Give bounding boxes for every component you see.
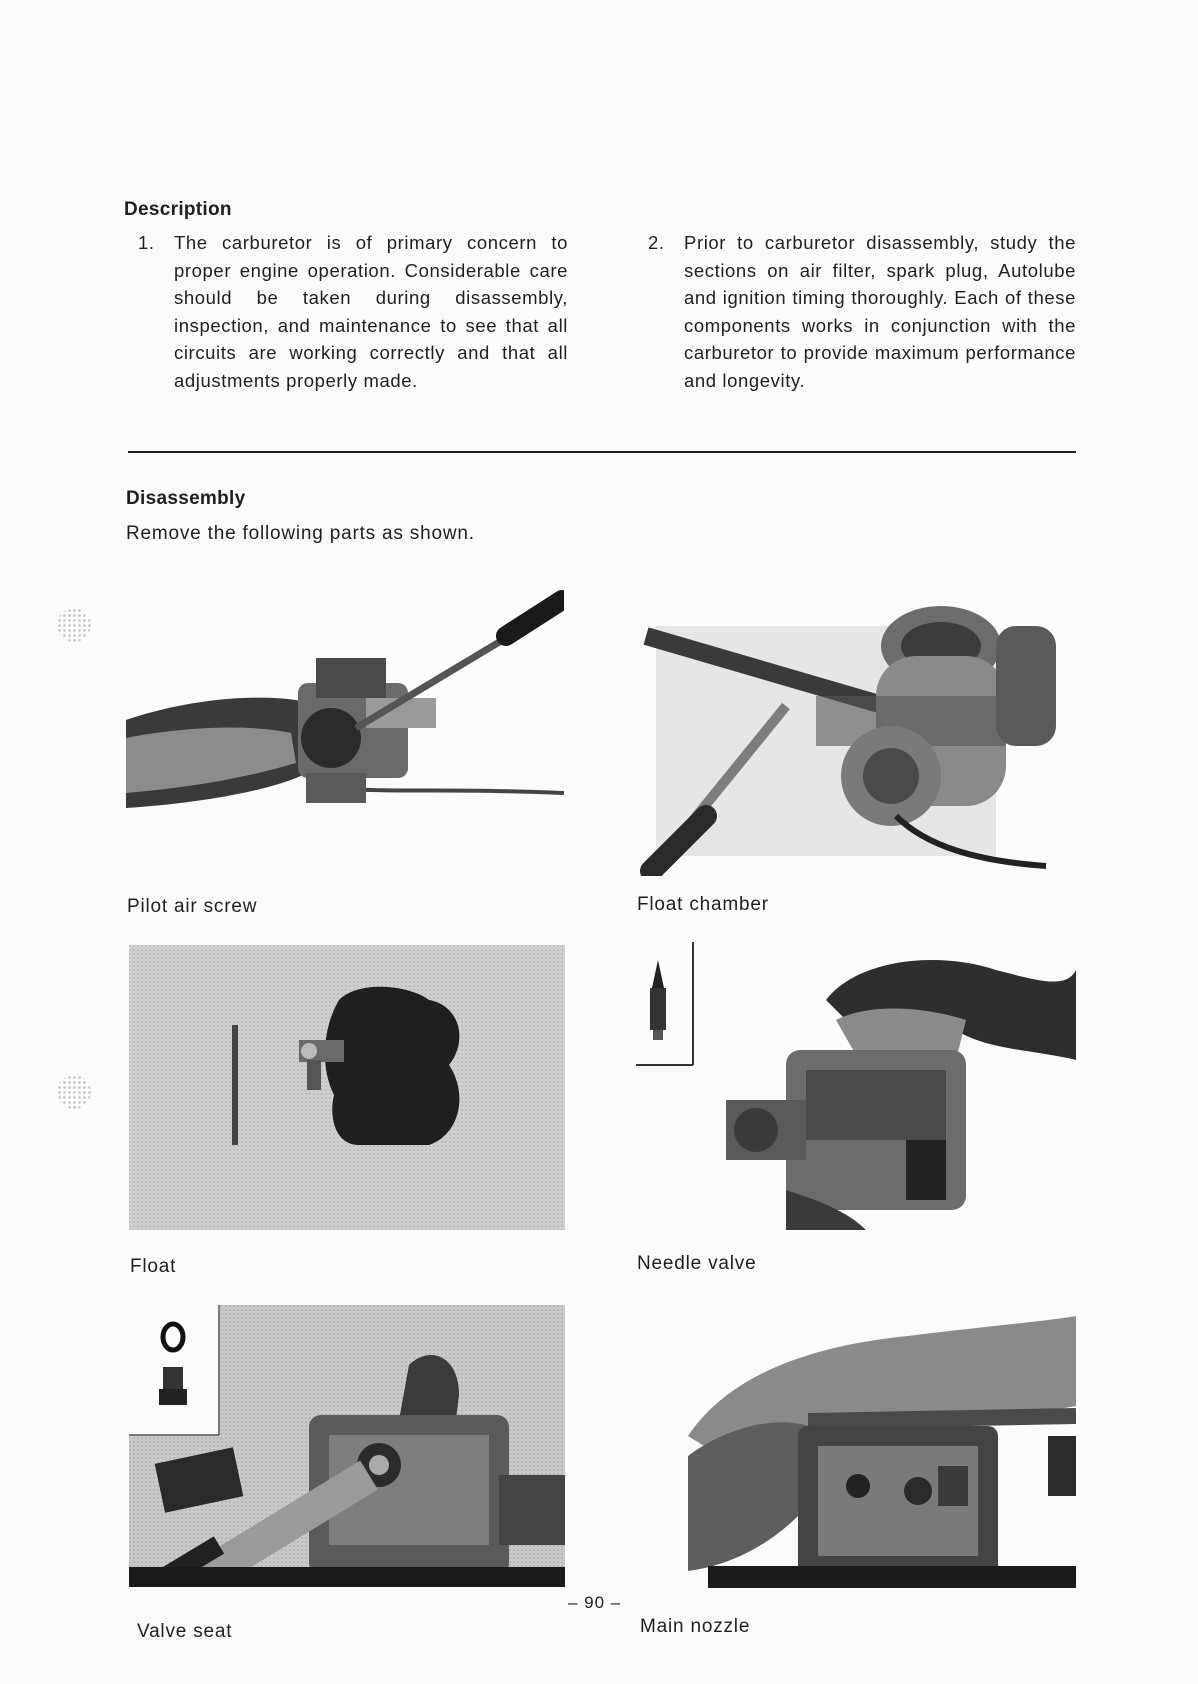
item-text: The carburetor is of primary concern to proper engine operation. Considerable care should be taken during disassembly, inspection, and maintenance to see that all circuits are working correctly and that all adjustments properly made. (174, 232, 568, 391)
photo-float (129, 945, 565, 1230)
item-text: Prior to carburetor disassembly, study the sections on air filter, spark plug, Autolube and ignition timing thoroughly. Each of these components works in conjunction with the carburetor to provide maximum performance and longevity. (684, 232, 1076, 391)
photo-main-nozzle (688, 1316, 1076, 1588)
page-number: – 90 – (568, 1593, 622, 1612)
item-number: 1. (138, 232, 155, 253)
caption-needle-valve: Needle valve (637, 1253, 757, 1274)
description-heading: Description (124, 199, 232, 220)
photo-pilot-air-screw (126, 588, 564, 833)
caption-valve-seat: Valve seat (137, 1621, 233, 1642)
disassembly-heading: Disassembly (126, 488, 246, 509)
disassembly-intro: Remove the following parts as shown. (126, 523, 475, 544)
photo-needle-valve (636, 940, 1076, 1230)
photo-valve-seat (129, 1305, 565, 1587)
binder-hole-mark-top (57, 608, 91, 642)
caption-float: Float (130, 1256, 177, 1277)
binder-hole-mark-bottom (57, 1075, 91, 1109)
item-number: 2. (648, 232, 665, 253)
description-item-2 (648, 229, 1076, 394)
description-item-1 (138, 229, 568, 394)
caption-float-chamber: Float chamber (637, 894, 769, 915)
section-divider (128, 451, 1076, 453)
caption-main-nozzle: Main nozzle (640, 1616, 751, 1637)
photo-float-chamber (636, 586, 1073, 876)
caption-pilot-air-screw: Pilot air screw (127, 896, 258, 917)
